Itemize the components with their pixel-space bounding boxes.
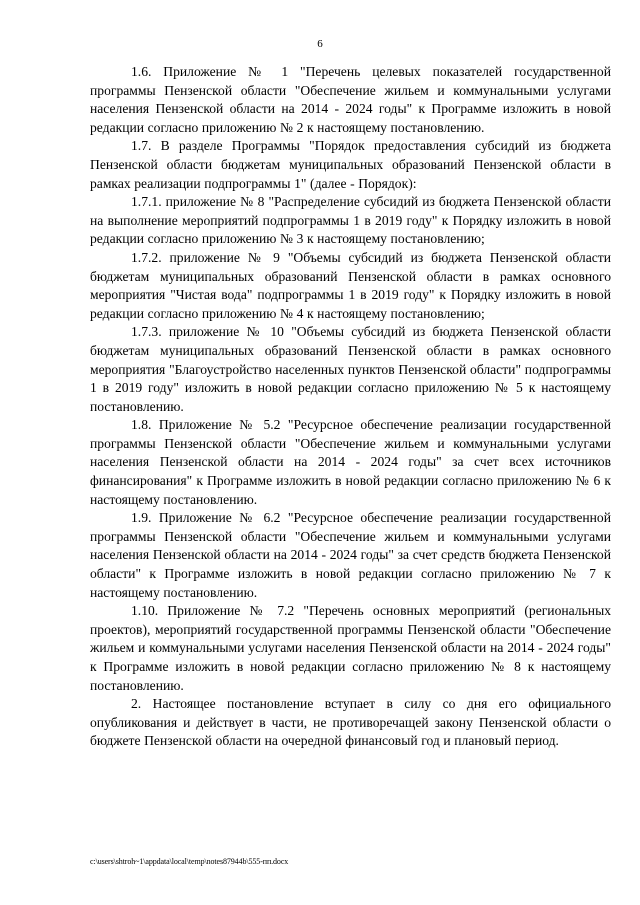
paragraph-1-7-2: 1.7.2. приложение № 9 "Объемы субсидий из бюджета Пензенской области бюджетам муниципальных образований Пензенской области в рамках основного мероприятия "Чистая вода" подпрограммы 1 в 2019 году" к Порядку изложить в новой редакции согласно приложению № 4 к настоящему постановлению; xyxy=(90,249,611,321)
paragraph-1-7-3: 1.7.3. приложение № 10 "Объемы субсидий из бюджета Пензенской области бюджетам муниципальных образований Пензенской области в рамках основного мероприятия "Благоустройство населенных пунктов Пензенской области" подпрограммы 1 в 2019 году" изложить в новой редакции согласно приложению № 5 к настоящему постановлению. xyxy=(90,324,611,414)
paragraph-1-7-1: 1.7.1. приложение № 8 "Распределение субсидий из бюджета Пензенской области на выполнение мероприятий подпрограммы 1 в 2019 году" к Порядку изложить в новой редакции согласно приложению № 3 к настоящему постановлению; xyxy=(90,194,611,247)
paragraph-1-9: 1.9. Приложение № 6.2 "Ресурсное обеспечение реализации государственной программы Пензенской области "Обеспечение жильем и коммунальными услугами населения Пензенской области на 2014 - 2024 годы" за счет средств бюджета Пензенской области" к Программе изложить в новой редакции согласно приложению № 7 к настоящему постановлению. xyxy=(90,510,611,600)
paragraph-1-10: 1.10. Приложение № 7.2 "Перечень основных мероприятий (региональных проектов), мероприятий государственной программы Пензенской области "Обеспечение жильем и коммунальными услугами населения Пензенской области на 2014 - 2024 годы" к Программе изложить в новой редакции согласно приложению № 8 к настоящему постановлению. xyxy=(90,603,611,693)
paragraph-1-8: 1.8. Приложение № 5.2 "Ресурсное обеспечение реализации государственной программы Пензенской области "Обеспечение жильем и коммунальными услугами населения Пензенской области на 2014 - 2024 годы" за счет всех источников финансирования" к Программе изложить в новой редакции согласно приложению № 6 к настоящему постановлению. xyxy=(90,417,611,507)
file-path-footer: c:\users\shtroh~1\appdata\local\temp\notes87944b\555-пп.docx xyxy=(90,857,289,866)
page-number: 6 xyxy=(317,38,323,50)
paragraph-1-7: 1.7. В разделе Программы "Порядок предоставления субсидий из бюджета Пензенской области бюджетам муниципальных образований Пензенской области в рамках реализации подпрограммы 1" (далее - Порядок): xyxy=(90,138,611,191)
document-body xyxy=(90,63,611,751)
paragraph-2: 2. Настоящее постановление вступает в силу со дня его официального опубликования и действует в части, не противоречащей закону Пензенской области о бюджете Пензенской области на очередной финансовый год и плановый период. xyxy=(90,696,611,749)
paragraph-1-6: 1.6. Приложение № 1 "Перечень целевых показателей государственной программы Пензенской области "Обеспечение жильем и коммунальными услугами населения Пензенской области на 2014 - 2024 годы" к Программе изложить в новой редакции согласно приложению № 2 к настоящему постановлению. xyxy=(90,64,611,135)
